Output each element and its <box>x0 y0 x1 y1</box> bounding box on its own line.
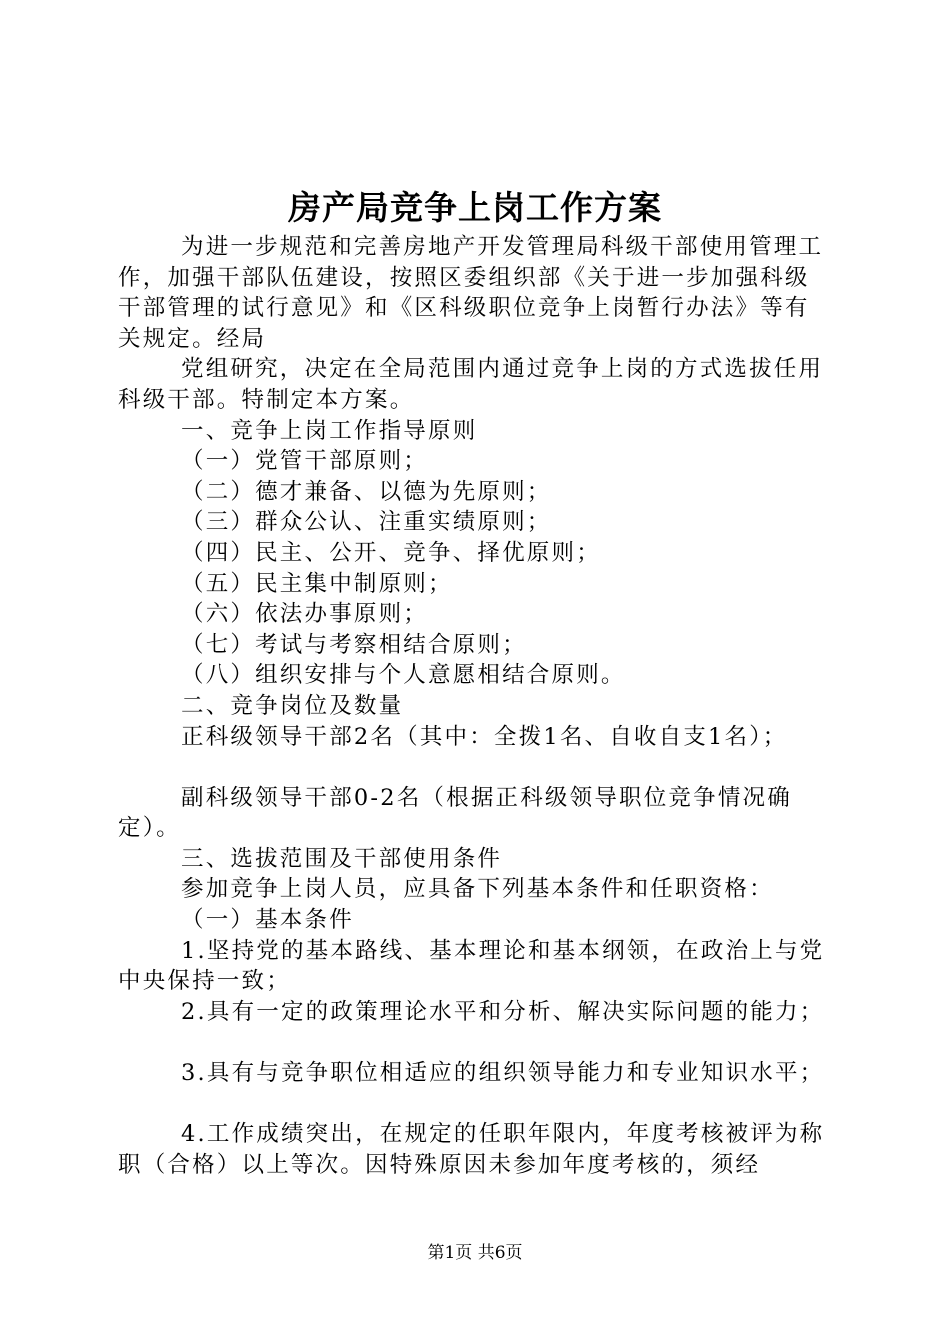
section-heading-conditions: 三、选拔范围及干部使用条件 <box>181 845 503 872</box>
section-heading-positions: 二、竞争岗位及数量 <box>181 692 404 719</box>
list-item: （五）民主集中制原则； <box>181 570 453 597</box>
document-title: 房产局竞争上岗工作方案 <box>288 188 662 227</box>
paragraph-intro-continued: 党组研究，决定在全局范围内通过竞争上岗的方式选拔任用科级干部。特制定本方案。 <box>118 356 824 413</box>
document-body <box>118 232 834 1180</box>
section-heading-principles: 一、竞争上岗工作指导原则 <box>181 417 478 444</box>
paragraph-conditions-intro: 参加竞争上岗人员，应具备下列基本条件和任职资格： <box>181 876 774 903</box>
list-item: （一）党管干部原则； <box>181 448 429 475</box>
subheading-basic-conditions: （一）基本条件 <box>181 907 354 934</box>
paragraph-positions-chief: 正科级领导干部2名（其中：全拨1名、自收自支1名）； <box>181 723 788 750</box>
list-item: 4.工作成绩突出，在规定的任职年限内，年度考核被评为称职（合格）以上等次。因特殊原因未参加年度考核的，须经 <box>118 1121 825 1178</box>
list-item: 3.具有与竞争职位相适应的组织领导能力和专业知识水平； <box>181 1060 825 1087</box>
page-number-footer: 第1页 共6页 <box>427 1243 523 1263</box>
list-item: （三）群众公认、注重实绩原则； <box>181 509 552 536</box>
list-item: （六）依法办事原则； <box>181 601 429 628</box>
paragraph-positions-deputy: 副科级领导干部0-2名（根据正科级领导职位竞争情况确定）。 <box>118 784 792 842</box>
list-item: （四）民主、公开、竞争、择优原则； <box>181 539 601 566</box>
list-item: 1.坚持党的基本路线、基本理论和基本纲领，在政治上与党中央保持一致； <box>118 937 825 995</box>
list-item: （八）组织安排与个人意愿相结合原则。 <box>181 662 626 689</box>
list-item: 2.具有一定的政策理论水平和分析、解决实际问题的能力； <box>181 998 825 1025</box>
list-item: （七）考试与考察相结合原则； <box>181 631 527 658</box>
list-item: （二）德才兼备、以德为先原则； <box>181 478 552 505</box>
paragraph-intro: 为进一步规范和完善房地产开发管理局科级干部使用管理工作，加强干部队伍建设，按照区委组织部《关于进一步加强科级干部管理的试行意见》和《区科级职位竞争上岗暂行办法》等有关规定。经局 <box>118 234 824 352</box>
